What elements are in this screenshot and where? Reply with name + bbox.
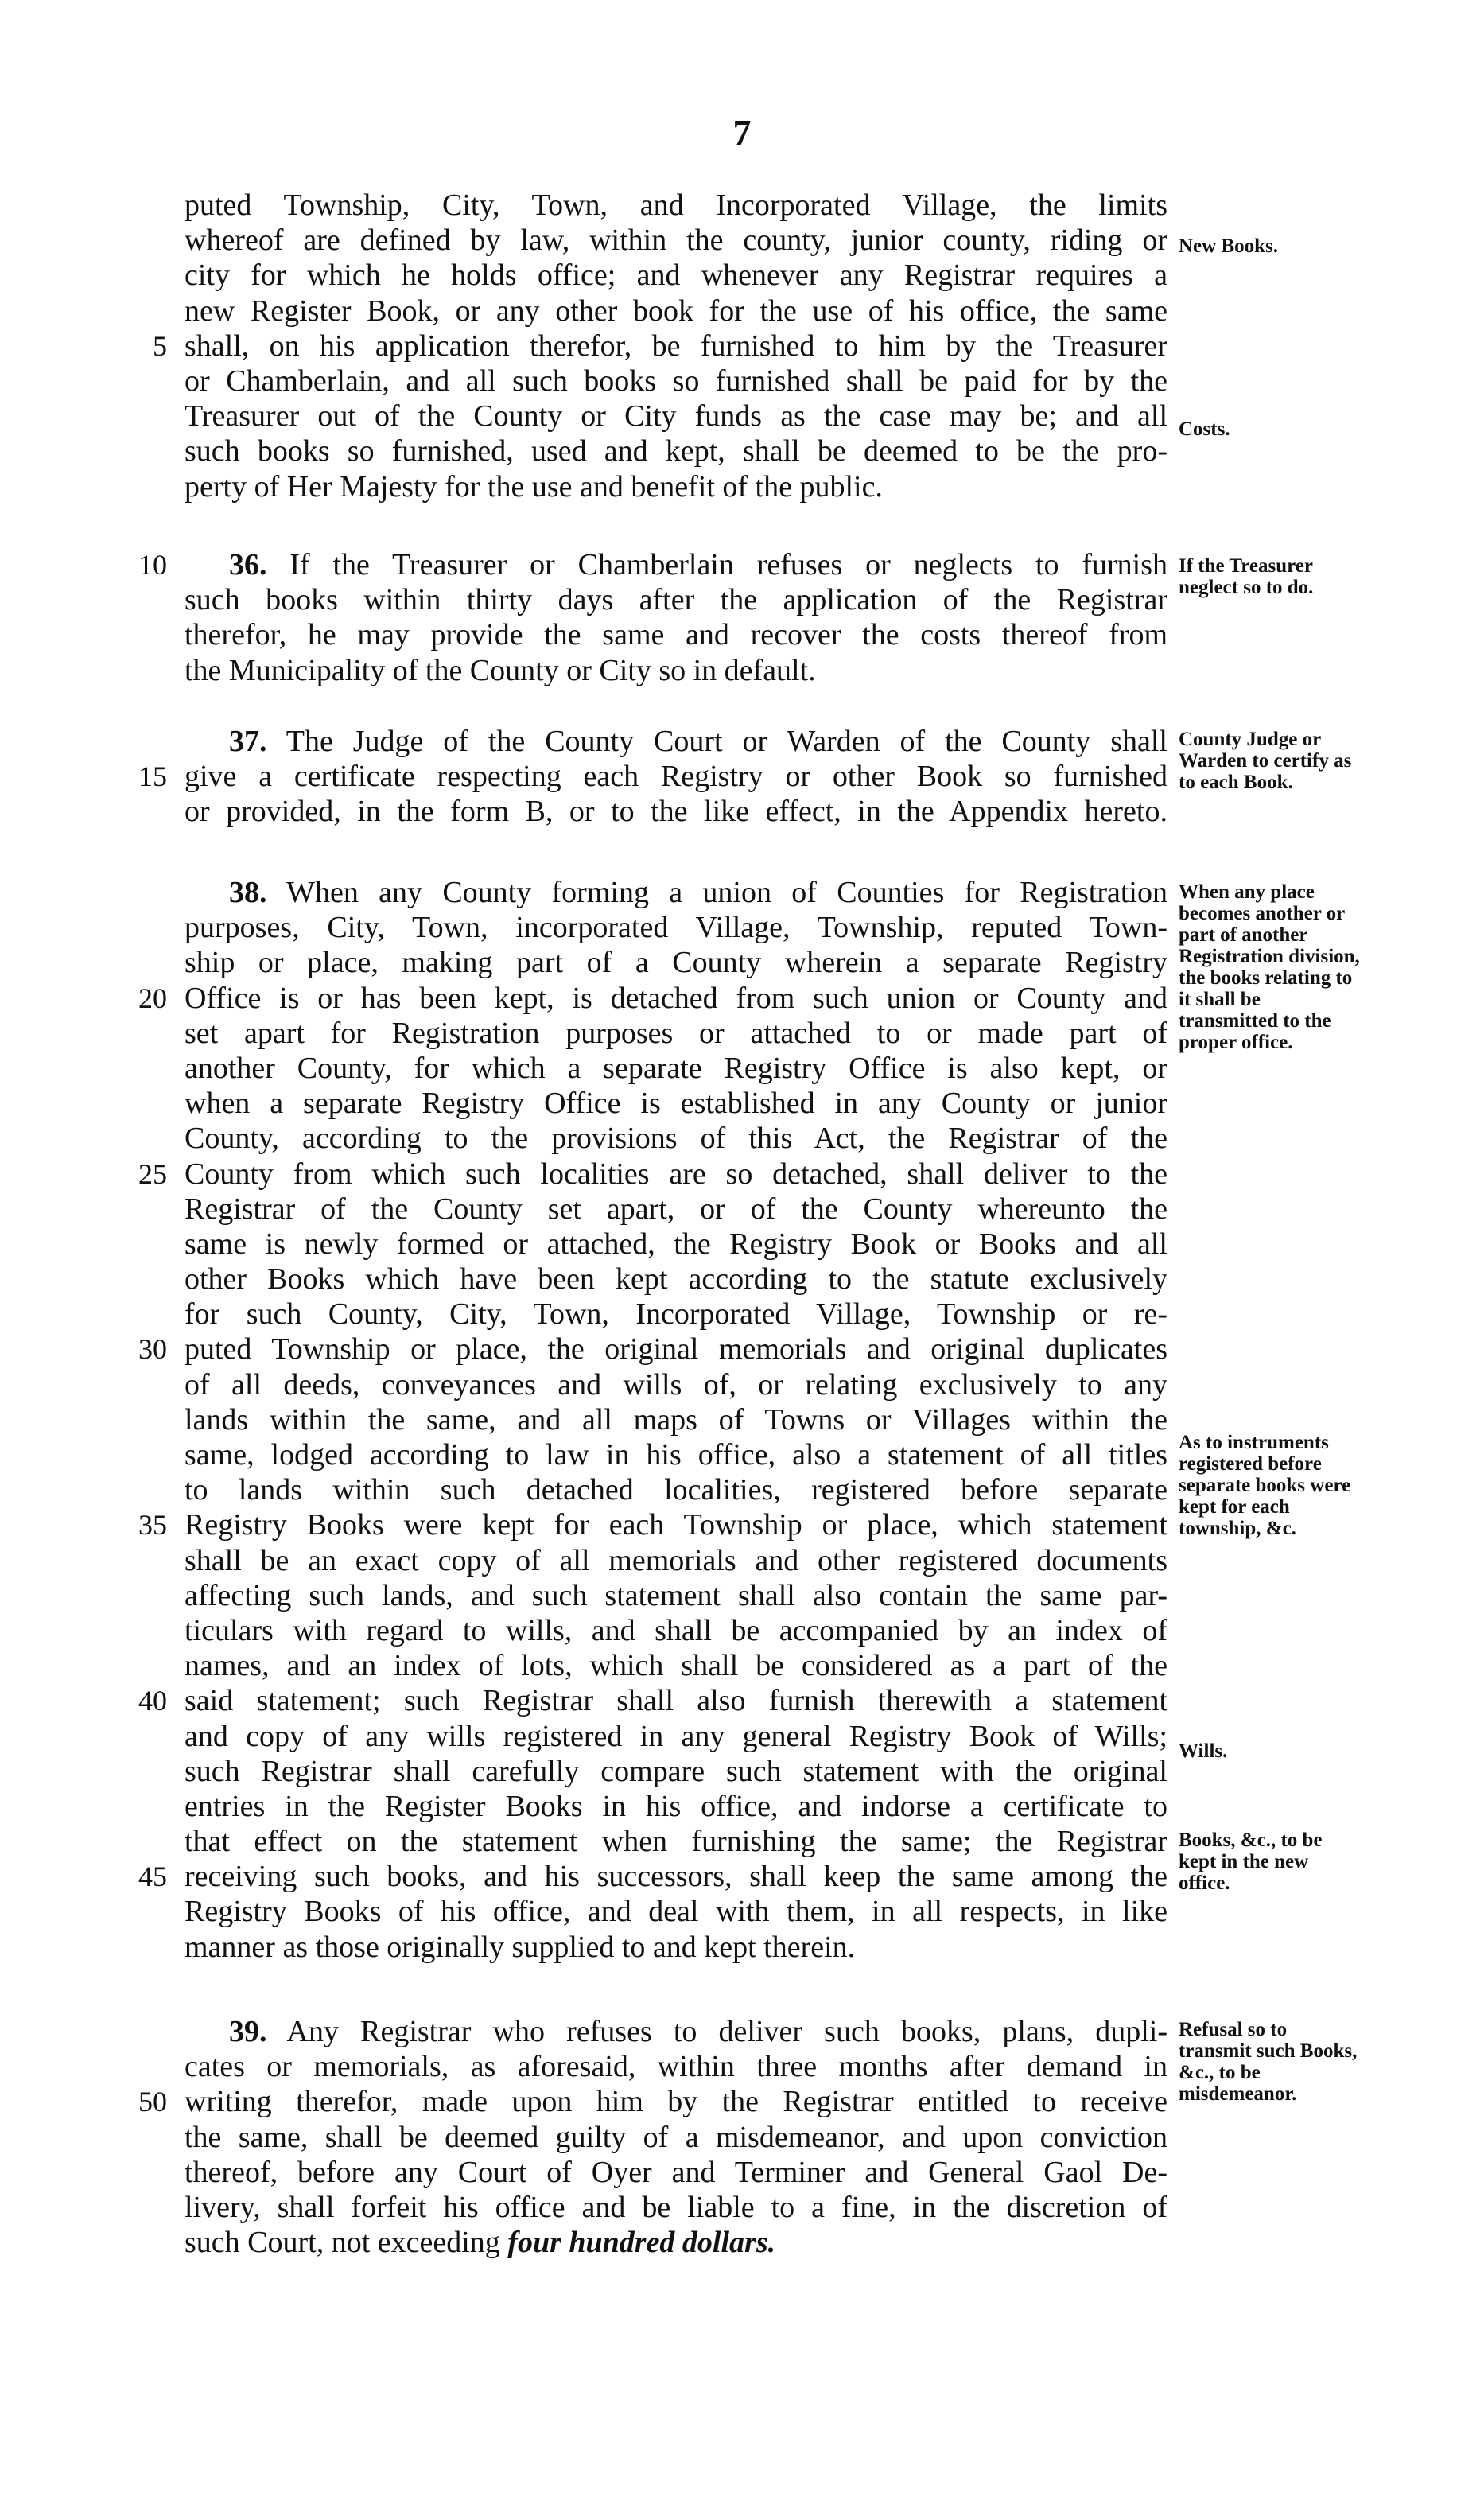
text-line — [0, 1894, 1484, 1929]
line-text: puted Township or place, the original memorials and original duplicates — [185, 1332, 1167, 1367]
line-text: Treasurer out of the County or City funds as the case may be; and all — [185, 399, 1167, 434]
section-number: 37. — [229, 725, 267, 758]
line-text: the same, shall be deemed guilty of a misdemeanor, and upon conviction — [185, 2120, 1167, 2154]
line-number: 45 — [138, 1861, 167, 1893]
line-text: therefor, he may provide the same and recover the costs thereof from — [185, 618, 1167, 652]
line-text: or provided, in the form B, or to the like effect, in the Appendix hereto. — [185, 795, 1167, 829]
line-text: other Books which have been kept according to the statute exclusively — [185, 1262, 1167, 1297]
line-number: 25 — [138, 1157, 167, 1190]
section-39 — [0, 2014, 1484, 2260]
line-text: shall, on his application therefor, be furnished to him by the Treasurer — [185, 329, 1167, 363]
margin-note: Costs. — [1179, 418, 1230, 440]
margin-note: As to instruments registered before separate books were kept for each township, &c. — [1179, 1432, 1351, 1539]
line-text: perty of Her Majesty for the use and benefit of the public. — [185, 469, 883, 504]
line-text: Office is or has been kept, is detached from such union or County and — [185, 981, 1167, 1015]
text-line — [0, 1648, 1484, 1683]
line-text: 37. The Judge of the County Court or Warden of the County shall — [229, 725, 1167, 758]
text-line — [0, 1578, 1484, 1613]
line-text: Registrar of the County set apart, or of the County whereunto the — [185, 1192, 1167, 1226]
text-line — [0, 1613, 1484, 1648]
margin-note: New Books. — [1179, 235, 1279, 257]
line-number: 15 — [138, 760, 167, 793]
line-text: of all deeds, conveyances and wills of, or relating exclusively to any — [185, 1367, 1167, 1402]
text-line — [0, 294, 1484, 329]
text-line — [0, 1262, 1484, 1297]
text-line — [0, 329, 1484, 364]
text-line — [0, 794, 1484, 829]
text-line — [0, 1297, 1484, 1332]
text-line — [0, 2120, 1484, 2155]
line-text: Registry Books of his office, and deal with them, in all respects, in like — [185, 1895, 1167, 1929]
margin-note: If the Treasurer neglect so to do. — [1179, 555, 1314, 598]
text-line — [0, 653, 1484, 688]
text-line — [0, 1157, 1484, 1192]
line-text: cates or memorials, as aforesaid, within three months after demand in — [185, 2050, 1167, 2084]
line-text: the Municipality of the County or City so in default. — [185, 653, 816, 687]
text-line — [0, 1227, 1484, 1262]
line-text: when a separate Registry Office is established in any County or junior — [185, 1087, 1167, 1121]
line-text: city for which he holds office; and whenever any Registrar requires a — [185, 259, 1167, 293]
margin-note: County Judge or Warden to certify as to each Book. — [1179, 729, 1352, 793]
line-text: for such County, City, Town, Incorporated Village, Township or re- — [185, 1297, 1167, 1332]
line-text: and copy of any wills registered in any general Registry Book of Wills; — [185, 1719, 1167, 1753]
line-text: 39. Any Registrar who refuses to deliver such books, plans, dupli- — [229, 2015, 1167, 2048]
emphasized-amount: four hundred dollars. — [507, 2226, 776, 2260]
text-line — [0, 2155, 1484, 2190]
line-text: manner as those originally supplied to and kept therein. — [185, 1930, 856, 1964]
line-text: purposes, City, Town, incorporated Village, Township, reputed Town- — [185, 911, 1167, 945]
text-line — [0, 2225, 1484, 2260]
text-line — [0, 1683, 1484, 1718]
line-text: said statement; such Registrar shall also furnish therewith a statement — [185, 1684, 1167, 1718]
line-number: 30 — [138, 1333, 167, 1366]
text-line — [0, 364, 1484, 399]
margin-note: When any place becomes another or part of another Registration division, the books relating to it shall be transmitted to the proper office. — [1179, 881, 1360, 1053]
line-text: Registry Books were kept for each Township or place, which statement — [185, 1508, 1167, 1542]
line-text: such books so furnished, used and kept, shall be deemed to be the pro- — [185, 434, 1167, 469]
line-text: same is newly formed or attached, the Registry Book or Books and all — [185, 1227, 1167, 1261]
line-number: 20 — [138, 982, 167, 1014]
section-number: 38. — [229, 876, 267, 909]
text-line — [0, 188, 1484, 223]
line-text: names, and an index of lots, which shall be considered as a part of the — [185, 1649, 1167, 1683]
page-number: 7 — [732, 112, 752, 153]
margin-note: Refusal so to transmit such Books, &c., to be misdemeanor. — [1179, 2019, 1358, 2105]
text-line — [0, 1543, 1484, 1578]
line-text: such Court, not exceeding four hundred dollars. — [185, 2226, 776, 2260]
line-number: 5 — [153, 329, 167, 362]
line-number: 40 — [138, 1685, 167, 1717]
text-line — [0, 1367, 1484, 1402]
line-text: ticulars with regard to wills, and shall be accompanied by an index of — [185, 1613, 1167, 1647]
line-text: such books within thirty days after the application of the Registrar — [185, 583, 1167, 617]
line-text: livery, shall forfeit his office and be liable to a fine, in the discretion of — [185, 2190, 1167, 2224]
line-text: ship or place, making part of a County wherein a separate Registry — [185, 946, 1167, 980]
text-line — [0, 258, 1484, 293]
line-text: writing therefor, made upon him by the Registrar entitled to receive — [185, 2085, 1167, 2119]
line-text: same, lodged according to law in his office, also a statement of all titles — [185, 1438, 1167, 1472]
text-line — [0, 1086, 1484, 1121]
line-text: thereof, before any Court of Oyer and Terminer and General Gaol De- — [185, 2155, 1167, 2189]
text-line — [0, 1121, 1484, 1156]
section-36 — [0, 547, 1484, 688]
text-line — [0, 1789, 1484, 1824]
paragraph-continuation — [0, 188, 1484, 504]
line-text: that effect on the statement when furnishing the same; the Registrar — [185, 1825, 1167, 1859]
line-text: 36. If the Treasurer or Chamberlain refuses or neglects to furnish — [229, 548, 1167, 581]
line-text: 38. When any County forming a union of Counties for Registration — [229, 876, 1167, 909]
line-number: 50 — [138, 2086, 167, 2118]
line-text: lands within the same, and all maps of Towns or Villages within the — [185, 1402, 1167, 1437]
line-text: puted Township, City, Town, and Incorporated Village, the limits — [185, 189, 1167, 222]
line-text: such Registrar shall carefully compare such statement with the original — [185, 1754, 1167, 1788]
line-text: whereof are defined by law, within the county, junior county, riding or — [185, 224, 1167, 258]
line-text: County from which such localities are so detached, shall deliver to the — [185, 1157, 1167, 1191]
text-line — [0, 2190, 1484, 2225]
text-line — [0, 469, 1484, 504]
text-line — [0, 1332, 1484, 1367]
line-text: another County, for which a separate Registry Office is also kept, or — [185, 1051, 1167, 1085]
margin-note: Books, &c., to be kept in the new office. — [1179, 1830, 1323, 1894]
line-text: shall be an exact copy of all memorials and other registered documents — [185, 1543, 1167, 1577]
line-text: give a certificate respecting each Registry or other Book so furnished — [185, 760, 1167, 794]
text-line — [0, 1192, 1484, 1227]
section-38 — [0, 875, 1484, 1965]
line-text: affecting such lands, and such statement shall also contain the same par- — [185, 1578, 1167, 1612]
line-text: to lands within such detached localities, registered before separate — [185, 1473, 1167, 1507]
margin-note: Wills. — [1179, 1740, 1228, 1762]
text-line — [0, 1930, 1484, 1965]
line-number: 35 — [138, 1509, 167, 1542]
text-line — [0, 617, 1484, 652]
section-number: 39. — [229, 2015, 267, 2048]
line-text: set apart for Registration purposes or attached to or made part of — [185, 1016, 1167, 1050]
text-line — [0, 1051, 1484, 1086]
line-text: entries in the Register Books in his office, and indorse a certificate to — [185, 1789, 1167, 1823]
line-text: County, according to the provisions of this Act, the Registrar of the — [185, 1122, 1167, 1156]
line-number: 10 — [138, 549, 167, 581]
line-text: receiving such books, and his successors, shall keep the same among the — [185, 1860, 1167, 1894]
section-37 — [0, 724, 1484, 830]
line-text: or Chamberlain, and all such books so furnished shall be paid for by the — [185, 364, 1167, 398]
section-number: 36. — [229, 548, 267, 581]
line-text: new Register Book, or any other book for the use of his office, the same — [185, 294, 1167, 328]
